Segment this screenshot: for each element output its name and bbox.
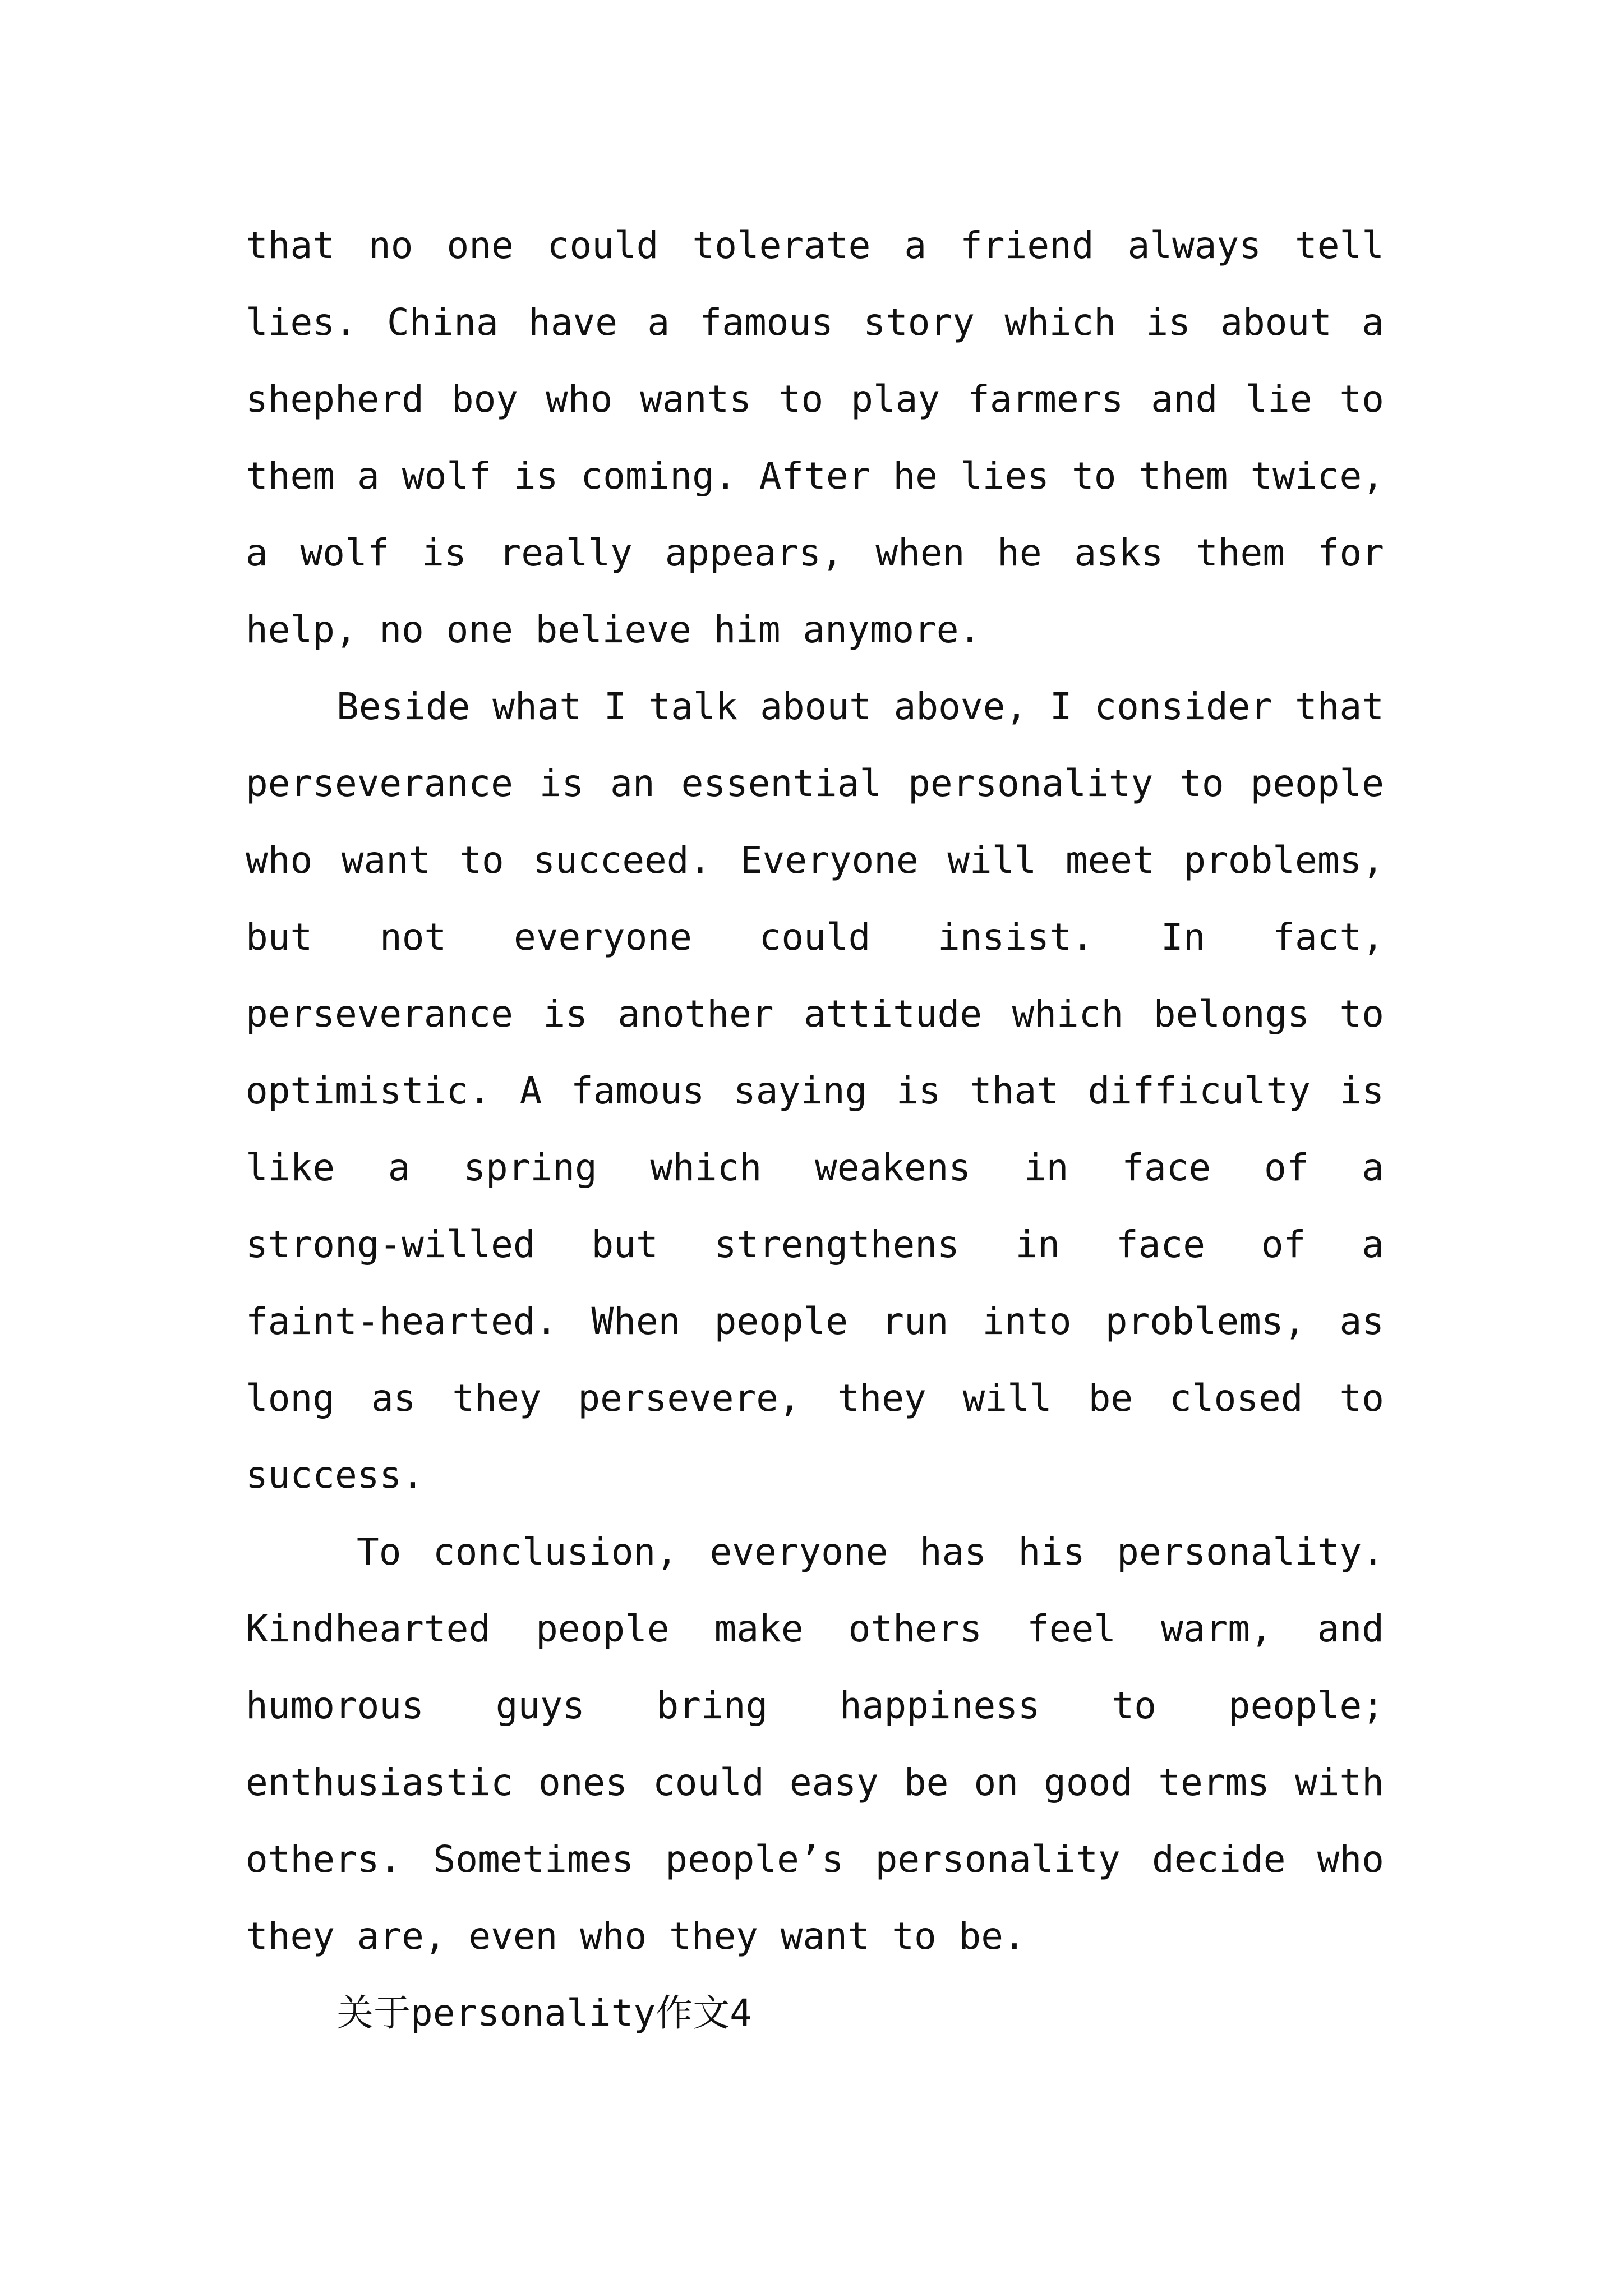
- text-line: perseverance is another attitude which belongs to: [246, 992, 1384, 1036]
- text-line: lies. China have a famous story which is about a: [246, 301, 1384, 344]
- text-line: them a wolf is coming. After he lies to them twice,: [246, 454, 1384, 498]
- paragraph-3: [246, 1525, 1384, 1986]
- text-line: optimistic. A famous saying is that difficulty is: [246, 1069, 1384, 1112]
- section-heading: 关于personality作文4: [336, 1991, 752, 2035]
- text-line: help, no one believe him anymore.: [246, 608, 981, 651]
- paragraph-1: [246, 219, 1384, 680]
- text-line: faint-hearted. When people run into problems, as: [246, 1300, 1384, 1343]
- text-line: that no one could tolerate a friend always tell: [246, 224, 1384, 267]
- text-line: they are, even who they want to be.: [246, 1915, 1026, 1958]
- text-line: success.: [246, 1453, 424, 1497]
- text-line: long as they persevere, they will be closed to: [246, 1377, 1384, 1420]
- text-line: humorous guys bring happiness to people;: [246, 1684, 1384, 1727]
- text-line: To conclusion, everyone has his personality.: [357, 1530, 1384, 1573]
- text-line: shepherd boy who wants to play farmers and lie to: [246, 378, 1384, 421]
- text-line: Beside what I talk about above, I consider that: [336, 685, 1384, 728]
- text-line: others. Sometimes people’s personality decide who: [246, 1838, 1384, 1881]
- text-line: strong-willed but strengthens in face of a: [246, 1223, 1384, 1266]
- text-line: who want to succeed. Everyone will meet problems,: [246, 839, 1384, 882]
- text-line: perseverance is an essential personality to people: [246, 762, 1384, 805]
- text-line: a wolf is really appears, when he asks them for: [246, 531, 1384, 574]
- text-line: enthusiastic ones could easy be on good terms with: [246, 1761, 1384, 1804]
- document-body: [246, 219, 1384, 2063]
- text-line: Kindhearted people make others feel warm, and: [246, 1607, 1384, 1650]
- text-line: like a spring which weakens in face of a: [246, 1146, 1384, 1189]
- paragraph-2: [246, 680, 1384, 1525]
- text-line: but not everyone could insist. In fact,: [246, 915, 1384, 959]
